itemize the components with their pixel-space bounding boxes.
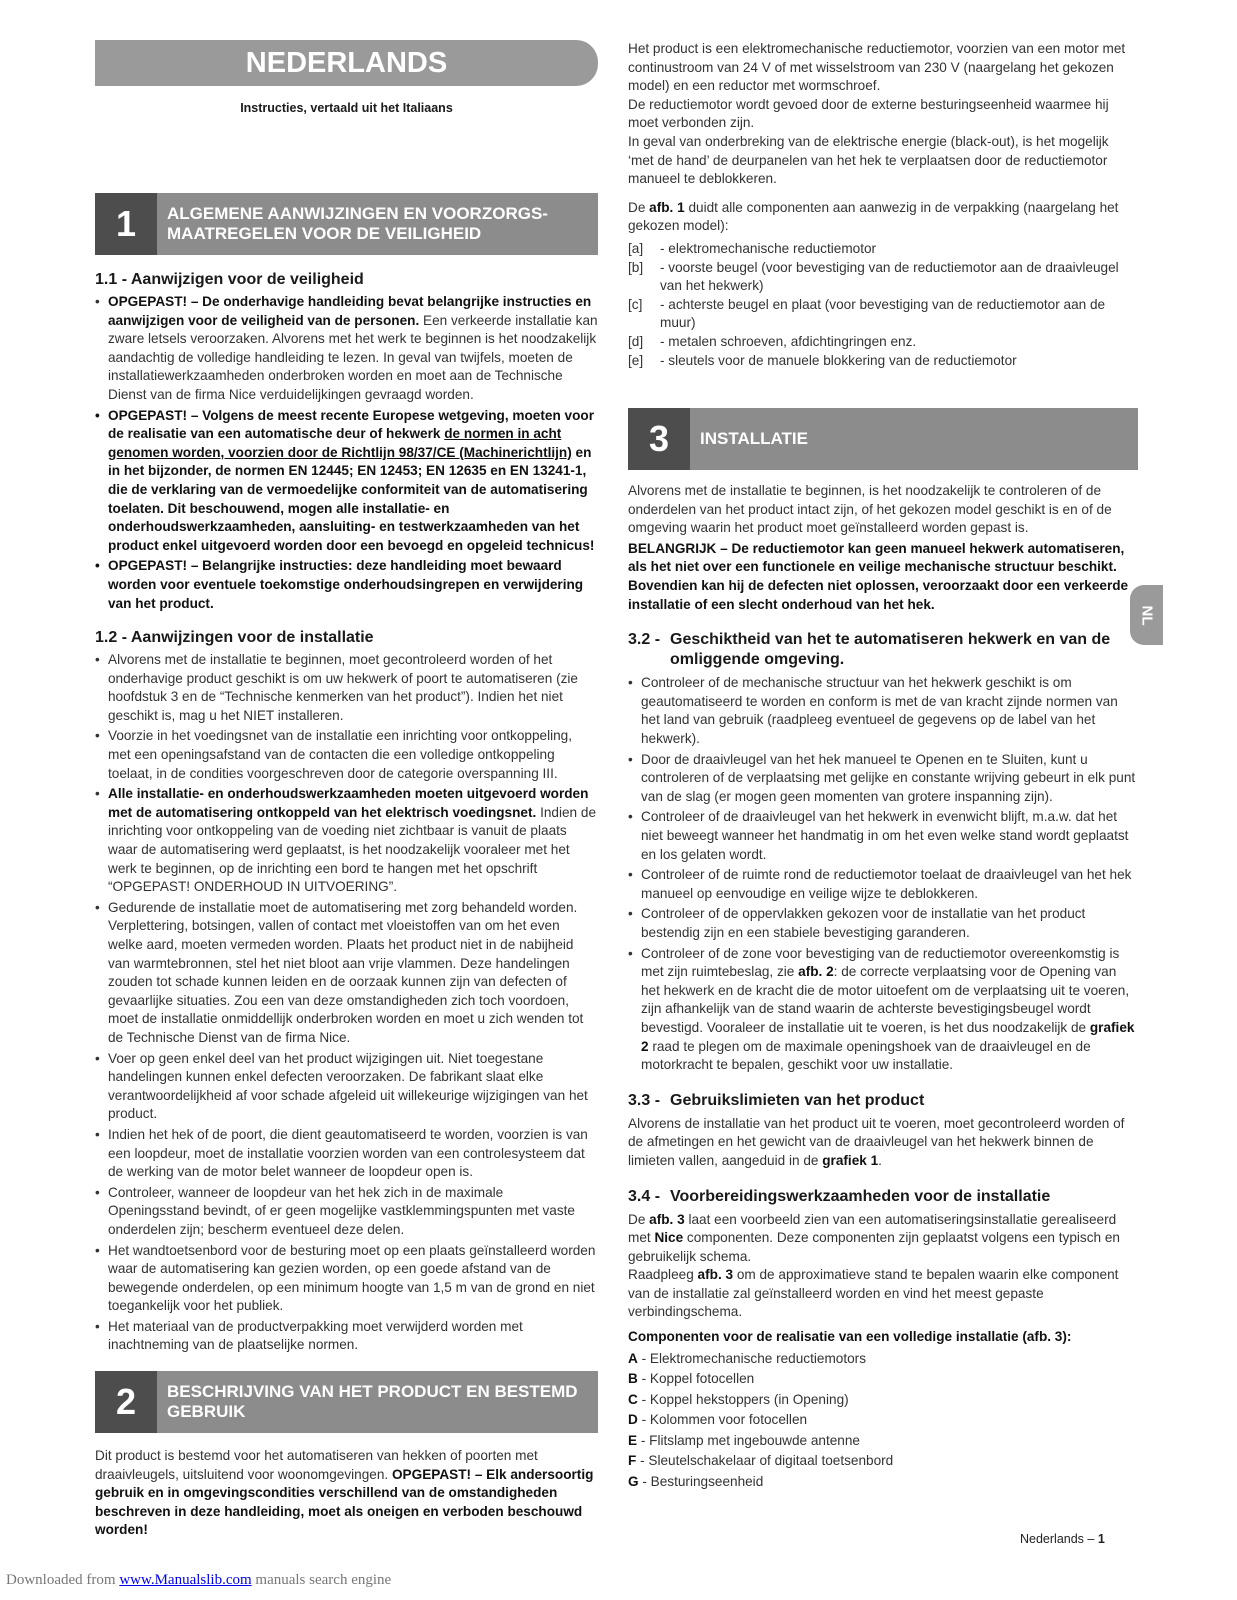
subsection-number: 3.4 - [628,1187,661,1205]
body-text: om de approximatieve stand te bepalen waarin elke component van de installatie zal geïnstalleerd worden en vind het meest gepaste verbindingschema. [628,1267,1119,1320]
legend-text: - Flitslamp met ingebouwde antenne [637,1432,860,1448]
paragraph [628,1211,1138,1267]
body-text: Dit product is bestemd voor het automatiseren van hekken of poorten met draaivleugels, uitsluitend voor woonomgevingen. [95,1448,538,1482]
paragraph [628,1266,1138,1322]
body-text: Alvorens de installatie van het product uit te voeren, moet gecontroleerd worden of de afmetingen en het gewicht van de draaivleugel van het hekwerk binnen de limieten vallen, aangeduid in de [628,1115,1125,1168]
package-contents-list [628,240,1138,370]
list-item: • OPGEPAST! – Belangrijke instructies: deze handleiding moet bewaard worden voor eventuele toekomstige onderhoudsingrepen en verwijdering van het product. [95,557,598,613]
legend-item [628,1390,1138,1411]
legend-item [628,1472,1138,1493]
list-item: • Controleer of de draaivleugel van het hekwerk in evenwicht blijft, m.a.w. dat het niet beweegt wanneer het handmatig in om het even welke stand wordt geplaatst en los gelaten wordt. [628,808,1138,864]
item-text: - sleutels voor de manuele blokkering van de reductiemotor [660,352,1017,368]
package-item [628,240,1138,259]
page-number [1020,1532,1105,1546]
item-text: - elektromechanische reductiemotor [660,240,877,256]
section-number: 3 [628,408,690,470]
page-footer-label: Nederlands – [1020,1532,1098,1546]
suitability-list [628,674,1138,1074]
warning-text: Alle installatie- en onderhoudswerkzaamheden moeten uitgevoerd worden met de automatisering ontkoppeld van het elektrisch voedingsnet. [108,786,589,820]
paragraph: In geval van onderbreking van de elektrische energie (black-out), is het mogelijk ‘met de hand’ de deurpanelen van het hek te verplaatsen door de reductiemotor manueel te deblokkeren. [628,133,1109,187]
paragraph [628,40,1138,96]
list-item: • Door de draaivleugel van het hek manueel te Openen en te Sluiten, kunt u controleren of de verplaatsing met gelijke en constante wrijving gebeurt in elk punt van de slag (er mogen geen momenten van grotere inspanning zijn). [628,751,1138,807]
legend-text: - Koppel fotocellen [637,1371,755,1387]
list-item [95,407,598,556]
list-item: • Voer op geen enkel deel van het product wijzigingen uit. Niet toegestane handelingen kunnen enkel defecten veroorzaken. De fabrikant slaat elke verantwoordelijkheid af voor schade afgeleid uit willekeurige wijzigingen van het product. [95,1050,598,1124]
paragraph [628,199,1138,236]
language-tab-label: NL [1138,605,1155,625]
left-column [95,40,598,1540]
page-number-value: 1 [1097,1532,1105,1546]
body-text: componenten. Deze componenten zijn geplaatst volgens een typisch en gebruikelijk schema. [628,1230,1120,1264]
list-item: • Controleer of de ruimte rond de reductiemotor toelaat de draaivleugel van het hek manueel op eenvoudige en veilige wijze te deblokkeren. [628,866,1138,903]
list-item: • Indien het hek of de poort, die dient geautomatiseerd te worden, voorzien is van een loopdeur, moet de installatie voorzien worden van een controlesysteem dat de werking van de motor belet wanneer de loopdeur open is. [95,1126,598,1182]
list-item [95,293,598,405]
section-title: INSTALLATIE [690,408,1138,470]
package-item [628,333,1138,352]
legend-key: D [628,1412,638,1428]
item-key: [d] [628,333,644,349]
package-item [628,352,1138,371]
language-tab [1130,585,1163,645]
item-text: - achterste beugel en plaat (voor bevestiging van de reductiemotor aan de muur) [660,296,1106,331]
subsection-heading: 1.1 - Aanwijzigen voor de veiligheid [95,271,364,288]
subsection-heading [628,630,1138,670]
subsection-heading: 1.2 - Aanwijzingen voor de installatie [95,629,374,647]
legend-item [628,1451,1138,1472]
list-item [95,785,598,897]
warning-text: OPGEPAST! – Volgens de meest recente Europese wetgeving, moeten voor de realisatie van een automatische deur of hekwerk [108,407,594,442]
legend-text: - Besturingseenheid [638,1473,764,1489]
legend-text: - Sleutelschakelaar of digitaal toetsenbord [636,1453,894,1469]
safety-list [95,293,598,613]
list-item: • Gedurende de installatie moet de automatisering met zorg behandeld worden. Verplettering, botsingen, vallen of contact met vloeistoffen van om het even welke aard, moeten vermeden worden. Plaats het product niet in de nabijheid van warmtebronnen, stel het niet bloot aan vrije vlammen. Deze handelingen zouden tot schade kunnen leiden en de oorzaak kunnen zijn van defecten of gevaarlijke situaties. Zou een van deze omstandigheden zich toch voordoen, moet de installatie onmiddellijk onderbroken worden en moet u zich wenden tot de Technische Dienst van de firma Nice. [95,899,598,1048]
download-suffix: manuals search engine [251,1572,392,1588]
legend-key: C [628,1391,638,1407]
body-text: Een verkeerde installatie kan zware letsels veroorzaken. Alvorens met het werk te beginnen is het noodzakelijk aandachtig de volledige handleiding te lezen. In geval van twijfels, moeten de installatiewerkzaamheden onderbroken worden en moet aan de Technische Dienst van de firma Nice verduidelijkingen gevraagd worden. [108,312,598,402]
figure-ref: afb. 1 [649,199,685,215]
list-item: • Controleer of de mechanische structuur van het hekwerk geschikt is om geautomatiseerd te worden en conform is met de van kracht zijnde normen van het land van gebruik (raadpleeg eventueel de gegevens op de label van het hekwerk). [628,674,1138,748]
warning-text: OPGEPAST! – De onderhavige handleiding bevat belangrijke instructies en aanwijzigen voor de veiligheid van de personen. [108,294,592,328]
subsection-heading [628,1091,1138,1111]
legend-item [628,1431,1138,1452]
body-text: Controleer of de zone voor bevestiging van de reductiemotor overeenkomstig is met zijn ruimtebeslag, zie [641,945,1120,980]
directive-reference: de normen in acht genomen worden, voorzien door de Richtlijn 98/37/CE (Machinerichtlijn) [108,426,572,460]
item-key: [e] [628,352,644,368]
chart-ref: grafiek 2 [641,1019,1135,1054]
body-text: De [628,1211,650,1227]
item-key: [b] [628,259,644,275]
subsection-title: Gebruikslimieten van het product [670,1091,925,1109]
figure-ref: afb. 2 [798,964,834,980]
body-text: : de correcte verplaatsing voor de Opening van het hekwerk en de kracht die de motor uitoefent om de verplaatsing uit te voeren, zijn afhankelijk van de stand waarin de achterste bevestigingsbeugel wordt bevestigd. Vooraleer de installatie uit te voeren, is het dus noodzakelijk de [641,964,1130,1035]
paragraph [628,1115,1138,1171]
list-item: • Controleer, wanneer de loopdeur van het hek zich in de maximale Openingsstand bevindt, of er geen mogelijke vastklemmingspunten met vaste onderdelen zijn; bescherm eventueel deze delen. [95,1184,598,1240]
subsection-title: Geschiktheid van het te automatiseren hekwerk en van de omliggende omgeving. [670,631,1111,669]
figure-ref: afb. 3 [649,1211,685,1227]
right-column [628,40,1138,1492]
translation-note: Instructies, vertaald uit het Italiaans [240,101,453,115]
download-prefix: Downloaded from [6,1572,120,1588]
legend-text: - Kolommen voor fotocellen [637,1412,808,1428]
body-text: Indien de inrichting voor ontkoppeling van de voeding niet zichtbaar is vanuit de plaats waar de automatisering werd geplaatst, is het noodzakelijk vooraleer met het werk te beginnen, op de inrichting een bord te hangen met het opschrift “OPGEPAST! ONDERHOUD IN UITVOERING”. [108,804,597,895]
section-number: 1 [95,193,157,255]
legend-item [628,1349,1138,1370]
body-text: . [878,1152,882,1168]
list-item: • Voorzie in het voedingsnet van de installatie een inrichting voor ontkoppeling, met een openingsafstand van de contacten die een volledige ontkoppeling toelaat, in de condities voorgeschreven door de categorie overspanning III. [95,727,598,783]
item-key: [c] [628,296,643,312]
legend-key: B [628,1371,638,1387]
body-text: Raadpleeg [628,1267,698,1283]
package-item [628,259,1138,296]
body-text: duidt alle componenten aan aanwezig in de verpakking (naargelang het gekozen model): [628,199,1119,234]
paragraph [95,1447,598,1540]
list-item: • Alvorens met de installatie te beginnen, moet gecontroleerd worden of het onderhavige product geschikt is om uw hekwerk of poort te automatiseren (zie hoofdstuk 3 en de “Technische kenmerken van het product”). Indien het niet geschikt is, mag u het NIET installeren. [95,651,598,725]
section-2-header [95,1371,598,1433]
manualslib-link[interactable]: www.Manualslib.com [119,1572,252,1588]
legend-text: - Koppel hekstoppers (in Opening) [637,1391,849,1407]
legend-key: F [628,1453,637,1469]
item-key: [a] [628,240,644,256]
subsection-number: 3.3 - [628,1091,661,1109]
legend-text: - Elektromechanische reductiemotors [637,1350,866,1366]
brand-name: Nice [654,1230,684,1246]
item-text: - metalen schroeven, afdichtingringen enz. [660,333,917,349]
list-item [628,945,1138,1075]
section-title: ALGEMENE AANWIJZINGEN EN VOORZORGS-MAATREGELEN VOOR DE VEILIGHEID [157,193,598,255]
section-1-header [95,193,598,255]
installation-list [95,651,598,1355]
body-text: De [628,199,650,215]
section-3-header [628,408,1138,470]
paragraph: De reductiemotor wordt gevoed door de externe besturingseenheid waarmee hij moet verbonden zijn. [628,96,1109,131]
legend-key: A [628,1350,638,1366]
list-item: • Het wandtoetsenbord voor de besturing moet op een plaats geïnstalleerd worden waar de automatisering kan gezien worden, op een goede afstand van de bewegende onderdelen, op een minimum hoogte van 1,5 m van de grond en niet toegankelijk voor het publiek. [95,1242,598,1316]
legend-item [628,1369,1138,1390]
subsection-number: 3.2 - [628,631,661,649]
download-footer [6,1572,391,1589]
warning-text: OPGEPAST! – Elk andersoortig gebruik en in omgevingscondities verschillend van de omstandigheden beschreven in deze handleiding, moet als oneigen en verboden beschouwd worden! [95,1466,594,1538]
language-banner: NEDERLANDS [95,40,598,86]
body-text: raad te plegen om de maximale openingshoek van de draaivleugel en de motorkracht te bepalen, geschikt voor uw installatie. [641,1038,1091,1073]
body-text: laat een voorbeeld zien van een automatiseringsinstallatie gerealiseerd met [628,1211,1117,1246]
important-paragraph: BELANGRIJK – De reductiemotor kan geen manueel hekwerk automatiseren, als het niet over een functionele en veilige mechanische structuur beschikt. Bovendien kan hij de defecten niet oplossen, veroorzaakt door een verkeerde installatie of een slecht onderhoud van het hek. [628,540,1129,612]
warning-text: en in het bijzonder, de normen EN 12445; EN 12453; EN 12635 en EN 13241-1, die de verklaring van de vermoedelijke conformiteit van de automatisering toelaten. Dit beschouwend, mogen alle installatie- en onderhoudswerkzaamheden, aansluiting- en testwerkzaamheden van het product enkel uitgevoerd worden door een bevoegd en opgeleid technicus! [108,444,595,553]
chart-ref: grafiek 1 [822,1152,879,1168]
subsection-heading [628,1187,1138,1207]
body-text: Het product is een elektromechanische reductiemotor, voorzien van een motor met continustroom van 24 V of met wisselstroom van 230 V (naargelang het gekozen model) en een reductor met wormschroef. [628,41,1126,94]
section-title: BESCHRIJVING VAN HET PRODUCT EN BESTEMD GEBRUIK [157,1371,598,1433]
list-item: • Controleer of de oppervlakken gekozen voor de installatie van het product bestendig zijn en een stabiele bevestiging garanderen. [628,905,1138,942]
legend-key: G [628,1473,639,1489]
item-text: - voorste beugel (voor bevestiging van de reductiemotor aan de draaivleugel van het hekwerk) [660,259,1119,294]
package-item [628,296,1138,333]
legend-key: E [628,1432,638,1448]
components-heading: Componenten voor de realisatie van een volledige installatie (afb. 3): [628,1329,1072,1345]
figure-ref: afb. 3 [697,1267,734,1283]
components-legend [628,1349,1138,1493]
legend-item [628,1410,1138,1431]
paragraph: Alvorens met de installatie te beginnen, is het noodzakelijk te controleren of de onderdelen van het product intact zijn, of het gekozen model geschikt is en of de omgeving waarin het product moet geïnstalleerd worden gepast is. [628,483,1112,536]
subsection-title: Voorbereidingswerkzaamheden voor de installatie [670,1187,1051,1205]
section-number: 2 [95,1371,157,1433]
list-item: • Het materiaal van de productverpakking moet verwijderd worden met inachtneming van de plaatselijke normen. [95,1318,598,1355]
